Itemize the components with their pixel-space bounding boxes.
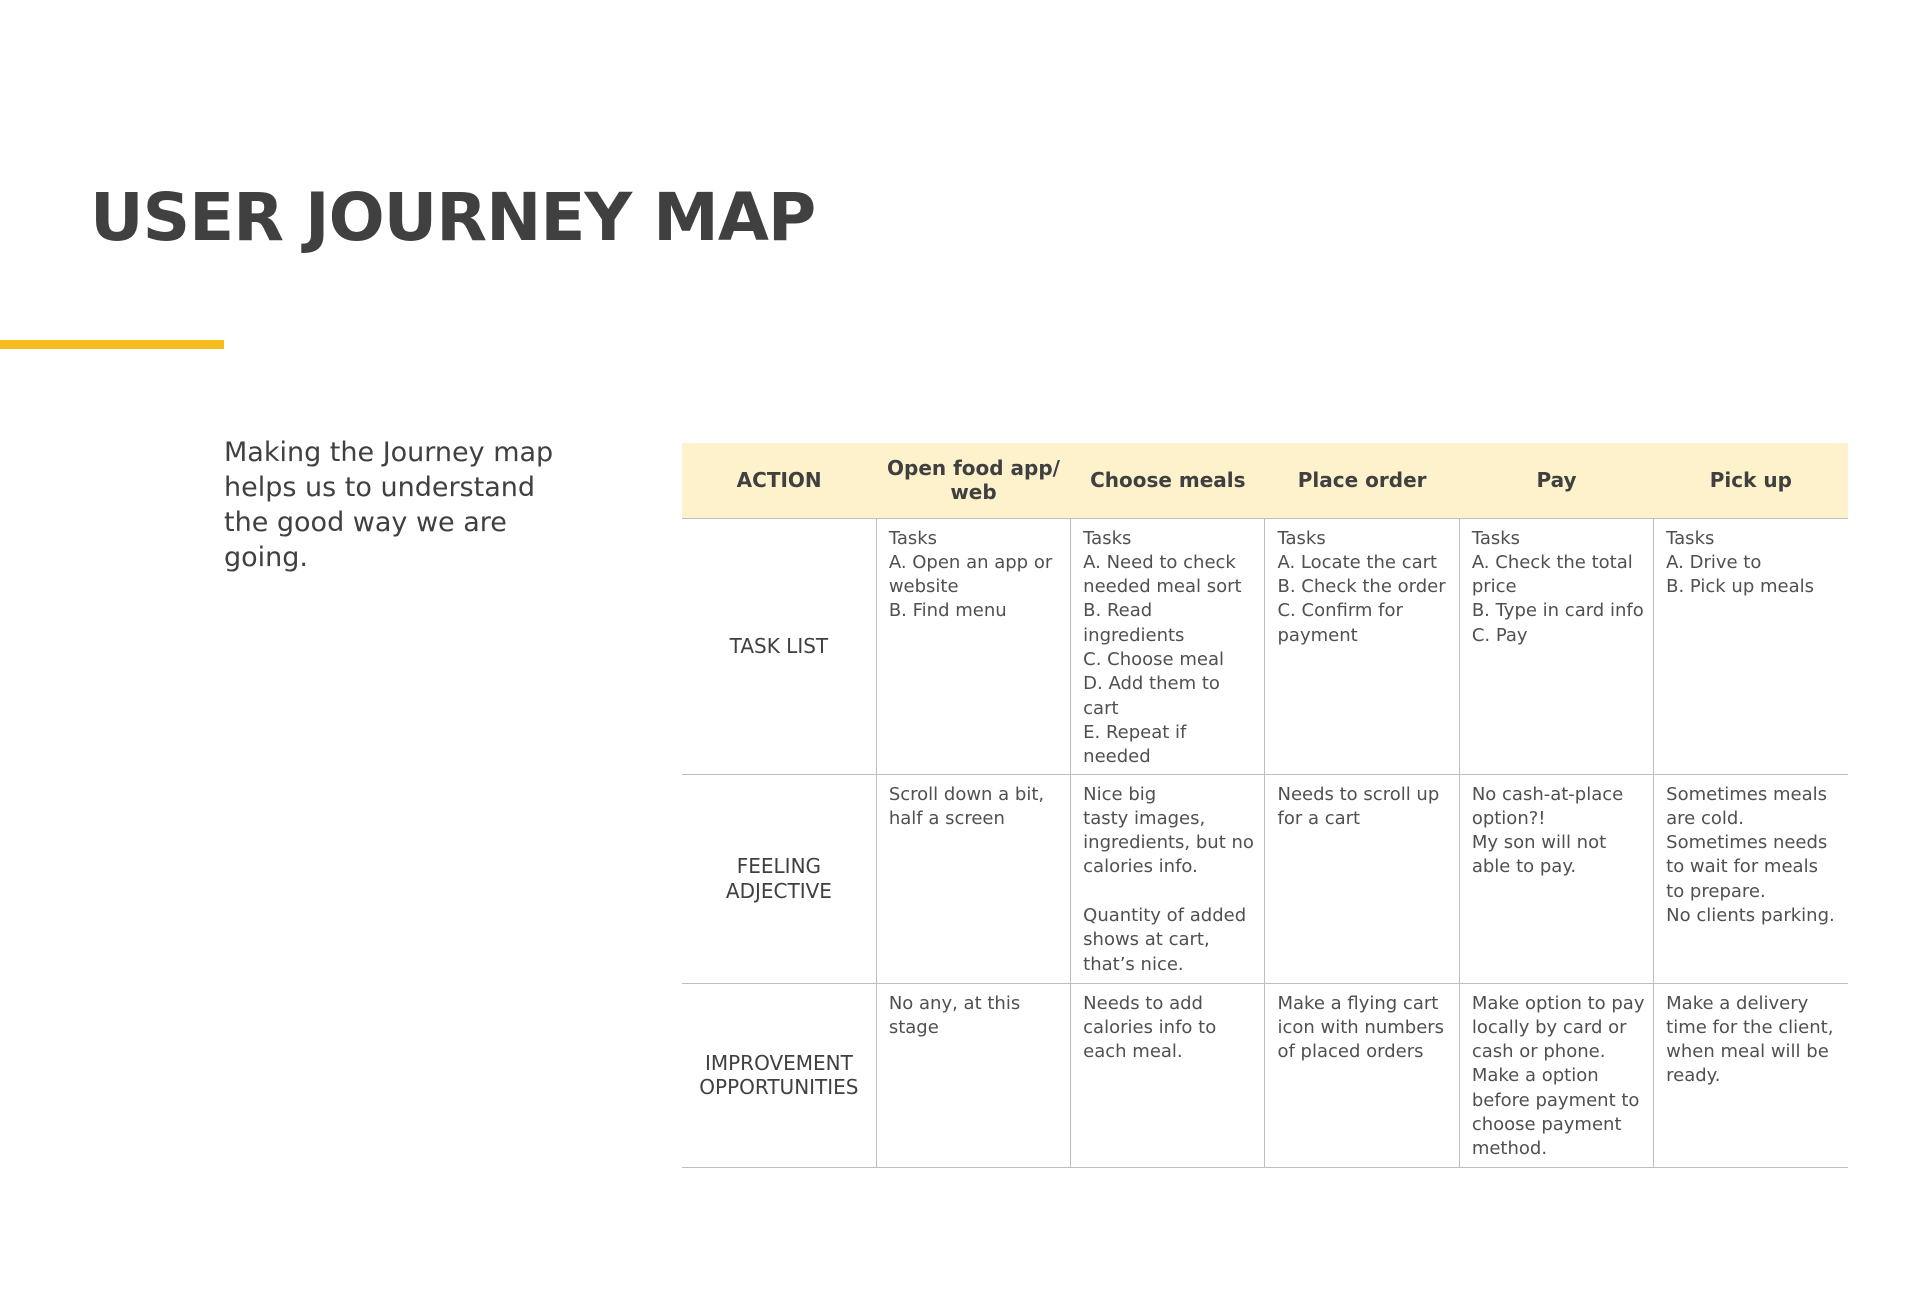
header-place-order: Place order	[1265, 443, 1459, 518]
table-cell: Tasks A. Need to check needed meal sort B. Read ingredients C. Choose meal D. Add them to cart E. Repeat if needed	[1071, 518, 1265, 774]
row-label-task-list: TASK LIST	[682, 518, 876, 774]
table-cell: No cash-at-place option?! My son will not able to pay.	[1459, 774, 1653, 983]
header-pick-up: Pick up	[1654, 443, 1848, 518]
table-header-row	[682, 443, 1848, 518]
table-row-task-list	[682, 518, 1848, 774]
table-cell: Nice big tasty images, ingredients, but no calories info. Quantity of added shows at cart, that’s nice.	[1071, 774, 1265, 983]
header-choose-meals: Choose meals	[1071, 443, 1265, 518]
journey-map-table	[682, 443, 1848, 1168]
table-cell: Make option to pay locally by card or cash or phone. Make a option before payment to choose payment method.	[1459, 983, 1653, 1167]
row-label-feeling-adjective: FEELING ADJECTIVE	[682, 774, 876, 983]
header-action: ACTION	[682, 443, 876, 518]
row-label-improvement-opportunities: IMPROVEMENT OPPORTUNITIES	[682, 983, 876, 1167]
table-cell: Needs to add calories info to each meal.	[1071, 983, 1265, 1167]
table-cell: Scroll down a bit, half a screen	[876, 774, 1070, 983]
header-pay: Pay	[1459, 443, 1653, 518]
table-cell: Tasks A. Drive to B. Pick up meals	[1654, 518, 1848, 774]
header-open-food-app: Open food app/ web	[876, 443, 1070, 518]
table-row-feeling-adjective	[682, 774, 1848, 983]
table-cell: No any, at this stage	[876, 983, 1070, 1167]
intro-text: Making the Journey map helps us to understand the good way we are going.	[224, 437, 554, 573]
table-cell: Make a delivery time for the client, when meal will be ready.	[1654, 983, 1848, 1167]
table-cell: Tasks A. Open an app or website B. Find menu	[876, 518, 1070, 774]
table-cell: Tasks A. Locate the cart B. Check the order C. Confirm for payment	[1265, 518, 1459, 774]
page-title: USER JOURNEY MAP	[90, 179, 816, 256]
table-cell: Needs to scroll up for a cart	[1265, 774, 1459, 983]
table-cell: Sometimes meals are cold. Sometimes needs to wait for meals to prepare. No clients parking.	[1654, 774, 1848, 983]
accent-divider	[0, 340, 224, 349]
table-row-improvement-opportunities	[682, 983, 1848, 1167]
table-cell: Tasks A. Check the total price B. Type in card info C. Pay	[1459, 518, 1653, 774]
table-cell: Make a flying cart icon with numbers of placed orders	[1265, 983, 1459, 1167]
